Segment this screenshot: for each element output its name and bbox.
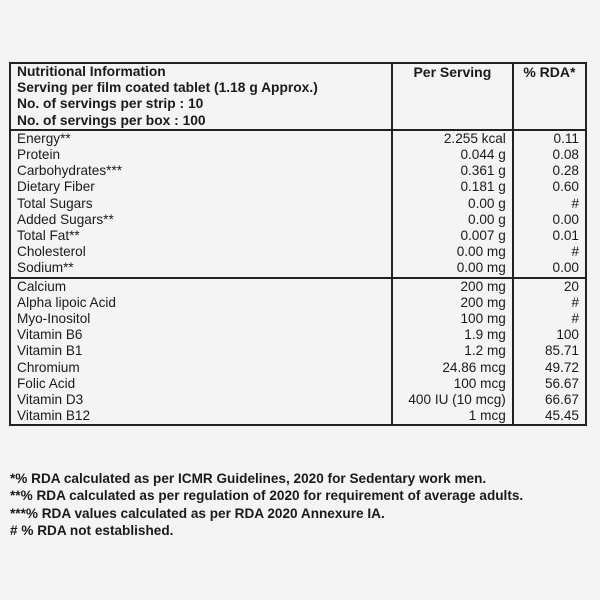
micros-amounts — [392, 278, 513, 426]
macro-rda-cell: 0.00 — [552, 260, 579, 276]
micro-rda-cell: 100 — [556, 327, 579, 343]
micro-amount-cell: 1.9 mg — [464, 327, 506, 343]
col-header-rda: % RDA* — [513, 63, 586, 130]
macro-rda-cell: 0.00 — [552, 211, 579, 227]
micro-rda-cell: 49.72 — [544, 359, 579, 375]
macro-rda-cell: 0.08 — [552, 147, 579, 163]
macro-amount-cell: 0.00 g — [468, 211, 506, 227]
macro-amount-cell: 0.361 g — [460, 163, 506, 179]
macro-rda-cell: # — [571, 244, 579, 260]
servings-per-strip: No. of servings per strip : 10 — [17, 96, 204, 112]
macros-group — [10, 130, 586, 278]
macro-name-cell: Carbohydrates*** — [17, 163, 123, 179]
micro-amount-cell: 200 mg — [460, 278, 506, 294]
macro-amount-cell: 2.255 kcal — [443, 130, 506, 146]
micro-rda-cell: 85.71 — [544, 343, 579, 359]
macro-name-cell: Dietary Fiber — [17, 179, 95, 195]
micro-name-cell: Vitamin B6 — [17, 327, 83, 343]
micros-group — [10, 278, 586, 426]
micros-rda — [513, 278, 586, 426]
col-header-per-serving: Per Serving — [392, 63, 513, 130]
micro-name-cell: Vitamin B12 — [17, 408, 91, 424]
macro-name-cell: Energy** — [17, 130, 71, 146]
macro-amount-cell: 0.181 g — [460, 179, 506, 195]
footnote: *% RDA calculated as per ICMR Guidelines, 2020 for Sedentary work men. — [10, 471, 487, 486]
micro-amount-cell: 200 mg — [460, 294, 506, 310]
macro-amount-cell: 0.007 g — [460, 228, 506, 244]
micro-name-cell: Vitamin D3 — [17, 392, 84, 408]
macro-name-cell: Cholesterol — [17, 244, 86, 260]
table-header — [10, 63, 586, 130]
footnotes — [10, 470, 595, 539]
macros-rda — [513, 130, 586, 278]
micro-rda-cell: 20 — [563, 278, 579, 294]
micro-rda-cell: 45.45 — [544, 408, 579, 424]
macro-name-cell: Protein — [17, 147, 61, 163]
macro-rda-cell: # — [571, 195, 579, 211]
micro-amount-cell: 100 mcg — [453, 375, 506, 391]
macro-name-cell: Total Fat** — [17, 228, 80, 244]
macro-name-cell: Total Sugars — [17, 195, 93, 211]
footnote: # % RDA not established. — [10, 522, 174, 538]
micro-rda-cell: # — [571, 294, 579, 310]
footnote: ***% RDA values calculated as per RDA 2020 Annexure IA. — [10, 505, 385, 521]
micro-amount-cell: 24.86 mcg — [442, 359, 506, 375]
macro-name-cell: Added Sugars** — [17, 211, 114, 227]
macro-name-cell: Sodium** — [17, 260, 74, 276]
macro-rda-cell: 0.11 — [553, 130, 579, 146]
serving-size: Serving per film coated tablet (1.18 g Approx.) — [17, 80, 318, 96]
macro-rda-cell: 0.60 — [552, 179, 579, 195]
macro-amount-cell: 0.00 mg — [456, 260, 506, 276]
micro-amount-cell: 1 mcg — [468, 408, 506, 424]
footnote: **% RDA calculated as per regulation of 2020 for requirement of average adults. — [10, 488, 524, 504]
macro-amount-cell: 0.00 mg — [456, 244, 506, 260]
micro-rda-cell: 56.67 — [544, 375, 579, 391]
micro-name-cell: Vitamin B1 — [17, 343, 83, 359]
micro-name-cell: Alpha lipoic Acid — [17, 294, 116, 310]
macro-rda-cell: 0.28 — [552, 163, 579, 179]
micro-amount-cell: 400 IU (10 mcg) — [408, 392, 506, 408]
macro-amount-cell: 0.044 g — [460, 147, 506, 163]
micro-amount-cell: 100 mg — [460, 311, 506, 327]
macro-rda-cell: 0.01 — [552, 228, 579, 244]
micros-names — [10, 278, 392, 426]
table-title: Nutritional Information — [17, 64, 166, 79]
macros-names — [10, 130, 392, 278]
macro-amount-cell: 0.00 g — [468, 195, 506, 211]
micro-name-cell: Chromium — [17, 359, 80, 375]
header-info-cell — [10, 63, 392, 130]
servings-per-box: No. of servings per box : 100 — [17, 112, 206, 128]
micro-name-cell: Folic Acid — [17, 375, 76, 391]
micro-amount-cell: 1.2 mg — [464, 343, 506, 359]
micro-rda-cell: # — [571, 311, 579, 327]
micro-name-cell: Myo-Inositol — [17, 311, 91, 327]
micro-rda-cell: 66.67 — [544, 392, 579, 408]
micro-name-cell: Calcium — [17, 278, 67, 294]
macros-amounts — [392, 130, 513, 278]
nutrition-table — [9, 62, 587, 426]
